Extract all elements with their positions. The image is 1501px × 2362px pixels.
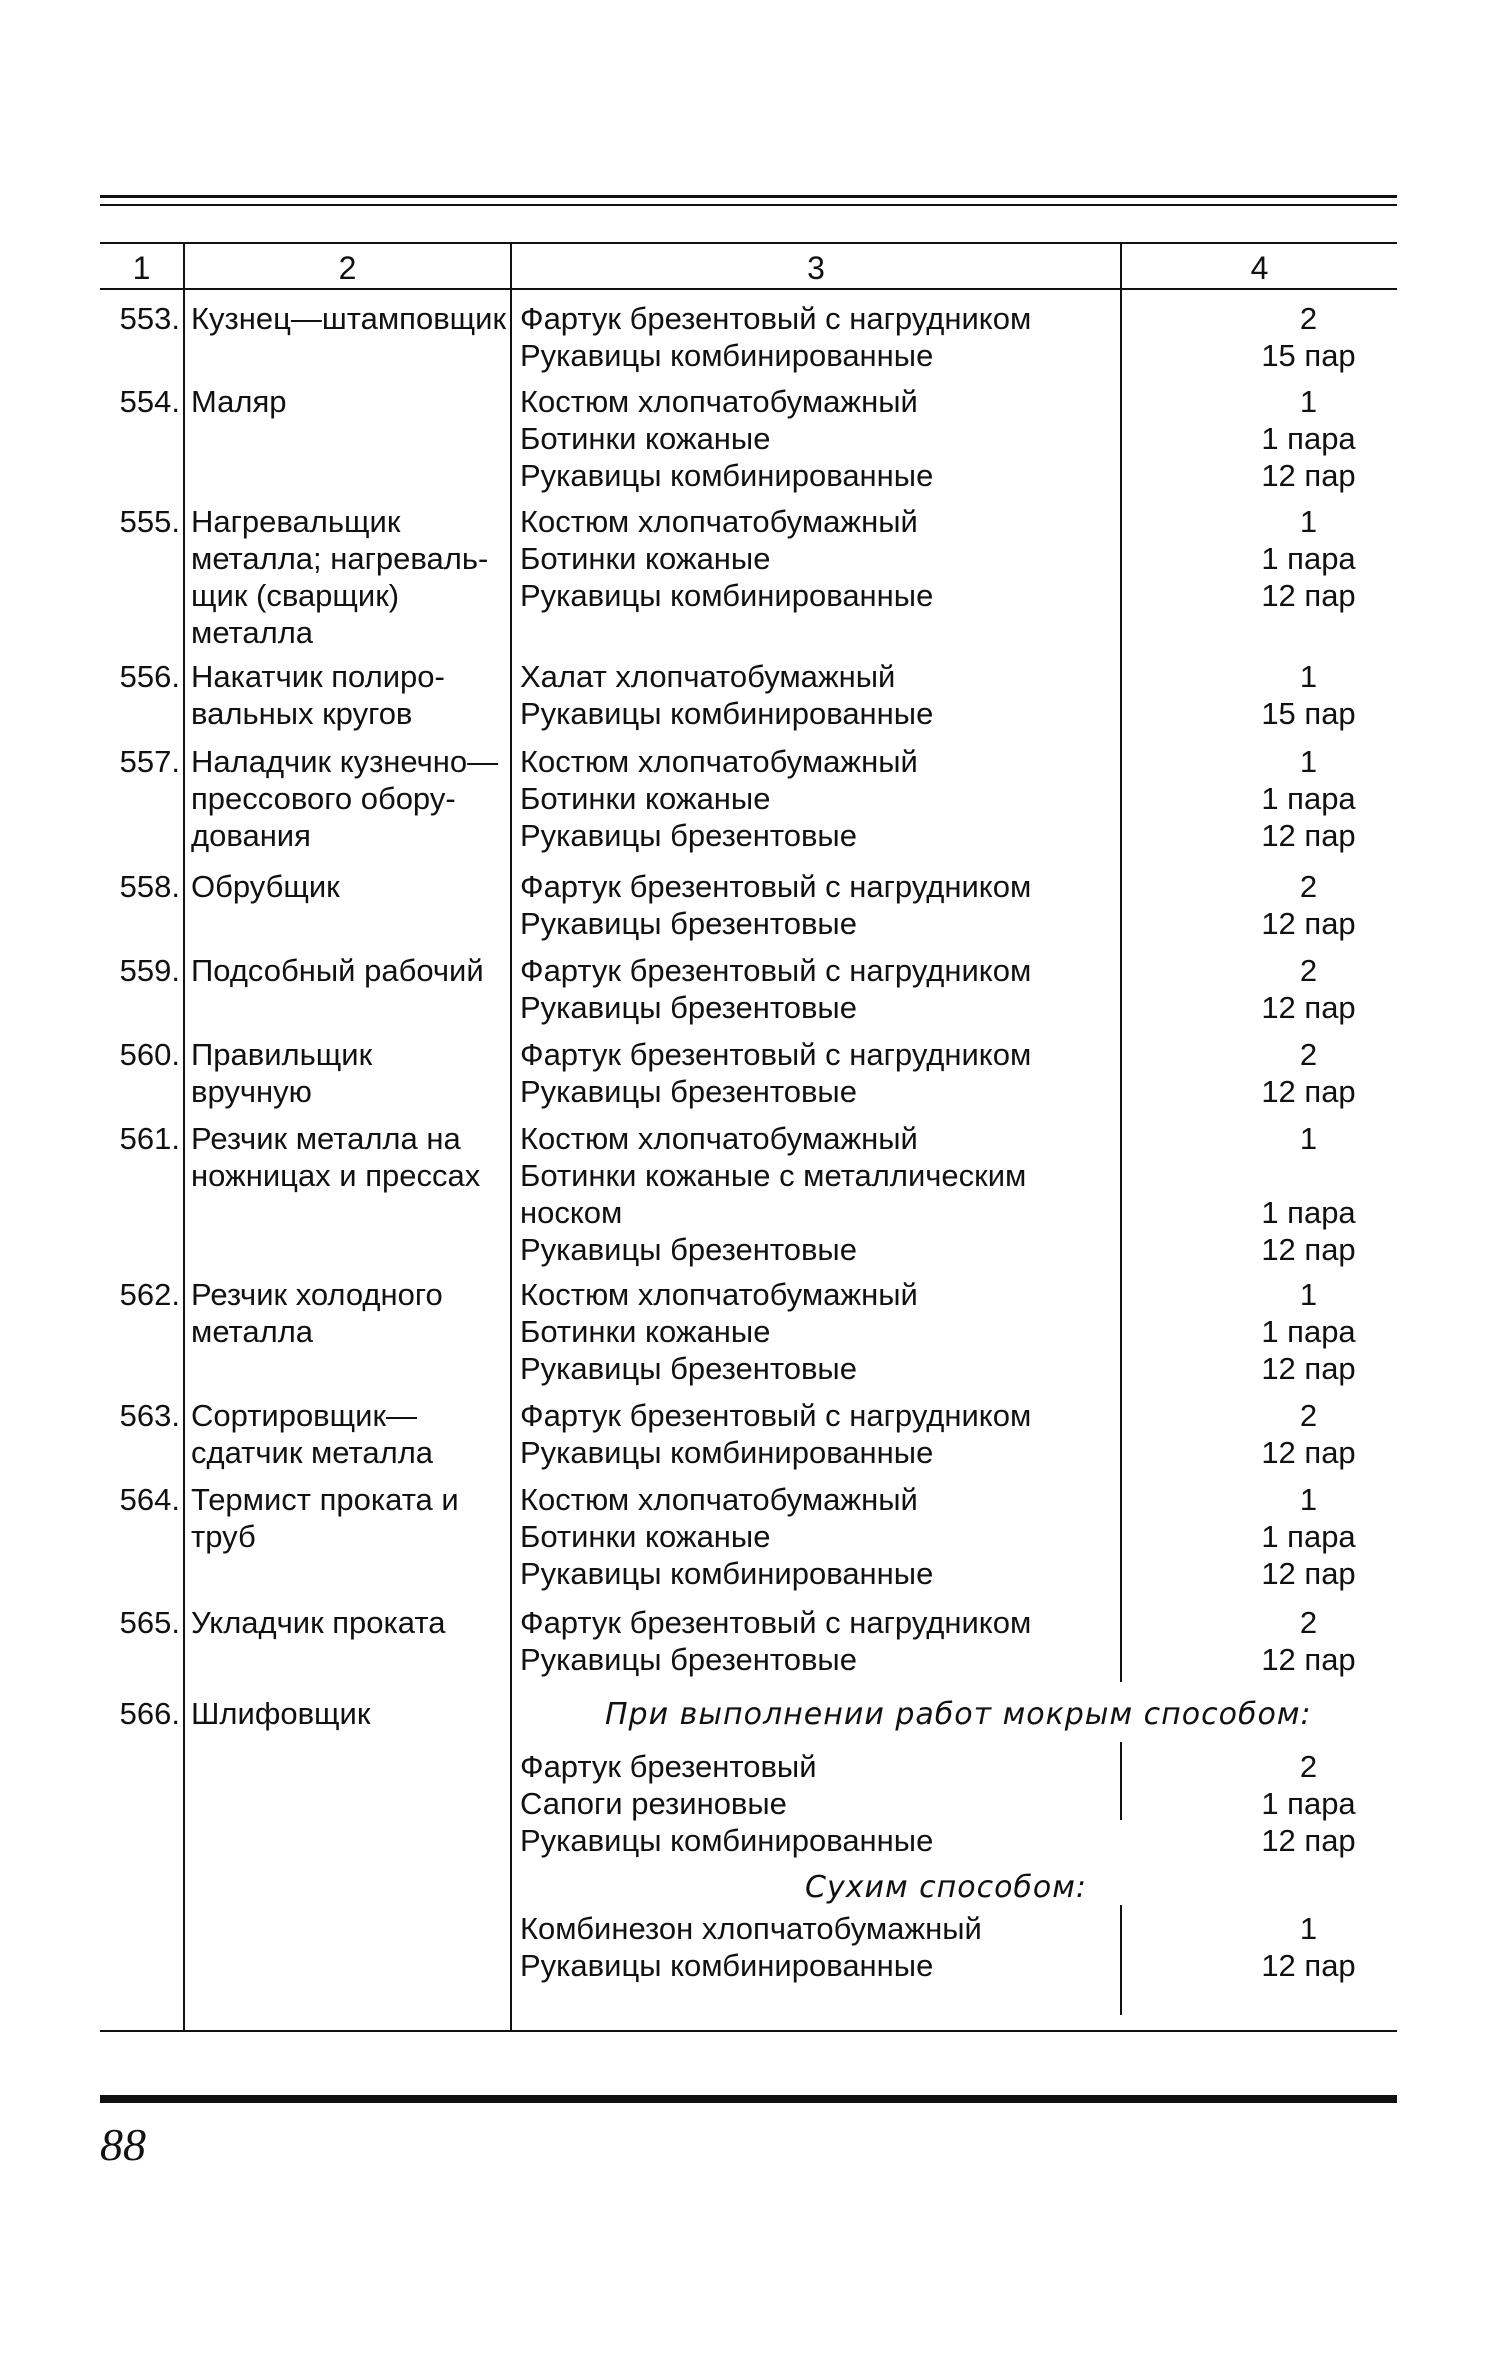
quantity-list bbox=[1220, 1120, 1397, 1268]
row-number: 562. bbox=[119, 1277, 180, 1312]
text-line: Подсобный рабочий bbox=[191, 953, 484, 988]
quantity-list bbox=[1220, 1910, 1397, 1984]
text-line: 1 bbox=[1299, 504, 1318, 539]
text-line: Ботинки кожаные bbox=[520, 781, 771, 816]
text-line: Рукавицы брезентовые bbox=[520, 1642, 857, 1677]
text-line: 1 bbox=[1299, 1482, 1318, 1517]
item-list bbox=[520, 1276, 1220, 1387]
text-line: дования bbox=[191, 818, 311, 853]
text-line: 2 bbox=[1299, 301, 1318, 336]
text-line: 1 пара bbox=[1261, 541, 1356, 576]
text-line: 12 пар bbox=[1261, 1642, 1356, 1677]
quantity-list bbox=[1220, 1481, 1397, 1592]
text-line: прессового обору- bbox=[191, 781, 456, 816]
text-line: Резчик металла на bbox=[191, 1121, 461, 1156]
text-line: Рукавицы брезентовые bbox=[520, 1351, 857, 1386]
text-line: ножницах и прессах bbox=[191, 1158, 481, 1193]
table-bottom-border bbox=[100, 2030, 1397, 2032]
text-line: 12 пар bbox=[1261, 578, 1356, 613]
text-line: Костюм хлопчатобумажный bbox=[520, 1121, 918, 1156]
quantity-list bbox=[1220, 743, 1397, 854]
item-list bbox=[520, 952, 1220, 1026]
text-line: Обрубщик bbox=[191, 869, 340, 904]
text-line: Ботинки кожаные bbox=[520, 541, 771, 576]
header-col-2: 2 bbox=[338, 250, 357, 286]
row-number: 557. bbox=[119, 744, 180, 779]
text-line: сдатчик металла bbox=[191, 1435, 434, 1470]
header-col-4: 4 bbox=[1250, 250, 1269, 286]
item-list bbox=[520, 1910, 1220, 1984]
text-line: 12 пар bbox=[1261, 1351, 1356, 1386]
text-line: Правильщик bbox=[191, 1037, 373, 1072]
text-line: 1 пара bbox=[1261, 1195, 1356, 1230]
text-line: Ботинки кожаные с металлическим bbox=[520, 1158, 1027, 1193]
row-number: 559. bbox=[119, 953, 180, 988]
row-number: 564. bbox=[119, 1482, 180, 1517]
text-line: Накатчик полиро- bbox=[191, 659, 445, 694]
item-list bbox=[520, 1604, 1220, 1678]
text-line: Костюм хлопчатобумажный bbox=[520, 1277, 918, 1312]
quantity-list bbox=[1220, 868, 1397, 942]
text-line: Рукавицы брезентовые bbox=[520, 1232, 857, 1267]
text-line: 15 пар bbox=[1261, 696, 1356, 731]
profession bbox=[191, 658, 511, 732]
item-list bbox=[520, 1397, 1220, 1471]
text-line: вальных кругов bbox=[191, 696, 413, 731]
item-list bbox=[520, 868, 1220, 942]
text-line: Костюм хлопчатобумажный bbox=[520, 504, 918, 539]
text-line: Фартук брезентовый с нагрудником bbox=[520, 1605, 1032, 1640]
text-line: 1 пара bbox=[1261, 781, 1356, 816]
text-line: Костюм хлопчатобумажный bbox=[520, 384, 918, 419]
row-number: 556. bbox=[119, 659, 180, 694]
text-line: металла bbox=[191, 1314, 314, 1349]
text-line: Сортировщик— bbox=[191, 1398, 418, 1433]
header-col-3: 3 bbox=[807, 250, 825, 286]
text-line: 12 пар bbox=[1261, 906, 1356, 941]
row-number: 563. bbox=[119, 1398, 180, 1433]
text-line: Сапоги резиновые bbox=[520, 1786, 787, 1821]
text-line: Укладчик проката bbox=[191, 1605, 446, 1640]
text-line: 1 пара bbox=[1261, 1786, 1356, 1821]
row-number: 561. bbox=[119, 1121, 180, 1156]
text-line: 1 bbox=[1299, 1121, 1318, 1156]
quantity-list bbox=[1220, 1604, 1397, 1678]
profession bbox=[191, 1036, 511, 1110]
item-list bbox=[520, 300, 1220, 374]
text-line: 12 пар bbox=[1261, 1823, 1356, 1858]
quantity-list bbox=[1220, 383, 1397, 494]
page-number: 88 bbox=[100, 2119, 146, 2170]
text-line: Фартук брезентовый с нагрудником bbox=[520, 1398, 1032, 1433]
text-line: 1 пара bbox=[1261, 421, 1356, 456]
quantity-list bbox=[1220, 658, 1397, 732]
item-list bbox=[520, 1481, 1220, 1592]
quantity-list bbox=[1220, 503, 1397, 614]
text-line: Рукавицы комбинированные bbox=[520, 1823, 934, 1858]
row-number: 553. bbox=[119, 301, 180, 336]
text-line: 1 bbox=[1299, 1911, 1318, 1946]
text-line: металла bbox=[191, 615, 314, 650]
profession bbox=[191, 503, 511, 651]
row-number: 555. bbox=[119, 504, 180, 539]
row-number: 566. bbox=[119, 1696, 180, 1731]
text-line: Костюм хлопчатобумажный bbox=[520, 1482, 918, 1517]
header-bottom-border bbox=[100, 288, 1397, 290]
item-list bbox=[520, 1120, 1220, 1268]
text-line: Халат хлопчатобумажный bbox=[520, 659, 896, 694]
item-list bbox=[520, 503, 1220, 614]
text-line: 1 bbox=[1299, 384, 1318, 419]
text-line: 12 пар bbox=[1261, 1435, 1356, 1470]
text-line: металла; нагреваль- bbox=[191, 541, 489, 576]
item-list bbox=[520, 383, 1220, 494]
item-list bbox=[520, 1748, 1220, 1859]
text-line: Рукавицы брезентовые bbox=[520, 818, 857, 853]
top-rule-thin bbox=[100, 204, 1397, 206]
quantity-list bbox=[1220, 1397, 1397, 1471]
text-line: Костюм хлопчатобумажный bbox=[520, 744, 918, 779]
text-line: 12 пар bbox=[1261, 990, 1356, 1025]
bottom-rule bbox=[100, 2095, 1397, 2103]
profession bbox=[191, 1276, 511, 1350]
text-line: 2 bbox=[1299, 953, 1318, 988]
text-line: Фартук брезентовый bbox=[520, 1749, 817, 1784]
profession bbox=[191, 1604, 511, 1641]
text-line: Рукавицы брезентовые bbox=[520, 1074, 857, 1109]
text-line: Кузнец—штамповщик bbox=[191, 301, 507, 336]
profession bbox=[191, 383, 511, 420]
quantity-list bbox=[1220, 1276, 1397, 1387]
text-line: Нагревальщик bbox=[191, 504, 401, 539]
text-line: Ботинки кожаные bbox=[520, 1314, 771, 1349]
text-line: 1 bbox=[1299, 659, 1318, 694]
text-line: 12 пар bbox=[1261, 458, 1356, 493]
row-number: 560. bbox=[119, 1037, 180, 1072]
text-line: щик (сварщик) bbox=[191, 578, 400, 613]
item-list bbox=[520, 1036, 1220, 1110]
text-line: 12 пар bbox=[1261, 1948, 1356, 1983]
text-line: Рукавицы комбинированные bbox=[520, 338, 934, 373]
text-line: Фартук брезентовый с нагрудником bbox=[520, 869, 1032, 904]
text-line: 12 пар bbox=[1261, 1556, 1356, 1591]
text-line: Рукавицы комбинированные bbox=[520, 578, 934, 613]
table-top-border bbox=[100, 242, 1397, 244]
text-line: 1 пара bbox=[1261, 1519, 1356, 1554]
text-line: Рукавицы комбинированные bbox=[520, 1556, 934, 1591]
text-line: 2 bbox=[1299, 1398, 1318, 1433]
text-line: 2 bbox=[1299, 1037, 1318, 1072]
profession bbox=[191, 1481, 511, 1555]
text-line: 12 пар bbox=[1261, 1074, 1356, 1109]
item-list bbox=[520, 658, 1220, 732]
row-number: 565. bbox=[119, 1605, 180, 1640]
text-line: 2 bbox=[1299, 1605, 1318, 1640]
text-line: носком bbox=[520, 1195, 623, 1230]
wet-method-note: При выполнении работ мокрым способом: bbox=[605, 1697, 1312, 1732]
text-line: Маляр bbox=[191, 384, 287, 419]
row-number: 558. bbox=[119, 869, 180, 904]
text-line: вручную bbox=[191, 1074, 312, 1109]
quantity-list bbox=[1220, 1036, 1397, 1110]
top-rule bbox=[100, 195, 1397, 198]
row-number: 554. bbox=[119, 384, 180, 419]
profession: Шлифовщик bbox=[191, 1696, 371, 1731]
profession bbox=[191, 1120, 511, 1194]
text-line: Фартук брезентовый с нагрудником bbox=[520, 301, 1032, 336]
text-line: 1 пара bbox=[1261, 1314, 1356, 1349]
profession bbox=[191, 743, 511, 854]
text-line: Рукавицы комбинированные bbox=[520, 696, 934, 731]
text-line: Рукавицы комбинированные bbox=[520, 458, 934, 493]
text-line: 1 bbox=[1299, 1277, 1318, 1312]
text-line: 2 bbox=[1299, 869, 1318, 904]
profession bbox=[191, 868, 511, 905]
text-line: Рукавицы комбинированные bbox=[520, 1948, 934, 1983]
text-line: 15 пар bbox=[1261, 338, 1356, 373]
text-line: Ботинки кожаные bbox=[520, 421, 771, 456]
dry-method-note: Сухим способом: bbox=[805, 1870, 1088, 1905]
text-line: Ботинки кожаные bbox=[520, 1519, 771, 1554]
profession bbox=[191, 952, 511, 989]
text-line: 12 пар bbox=[1261, 1232, 1356, 1267]
quantity-list bbox=[1220, 300, 1397, 374]
header-col-1: 1 bbox=[132, 250, 151, 286]
text-line: труб bbox=[191, 1519, 256, 1554]
item-list bbox=[520, 743, 1220, 854]
profession bbox=[191, 300, 511, 337]
text-line: Рукавицы брезентовые bbox=[520, 906, 857, 941]
text-line: 12 пар bbox=[1261, 818, 1356, 853]
text-line: 1 bbox=[1299, 744, 1318, 779]
text-line: Фартук брезентовый с нагрудником bbox=[520, 1037, 1032, 1072]
quantity-list bbox=[1220, 952, 1397, 1026]
text-line: Комбинезон хлопчатобумажный bbox=[520, 1911, 982, 1946]
col-divider-1 bbox=[183, 242, 185, 2032]
profession bbox=[191, 1397, 511, 1471]
quantity-list bbox=[1220, 1748, 1397, 1859]
text-line: Рукавицы комбинированные bbox=[520, 1435, 934, 1470]
text-line: Фартук брезентовый с нагрудником bbox=[520, 953, 1032, 988]
text-line: Резчик холодного bbox=[191, 1277, 443, 1312]
text-line bbox=[1220, 1157, 1397, 1194]
text-line: 2 bbox=[1299, 1749, 1318, 1784]
text-line: Термист проката и bbox=[191, 1482, 459, 1517]
text-line: Рукавицы брезентовые bbox=[520, 990, 857, 1025]
text-line: Наладчик кузнечно— bbox=[191, 744, 499, 779]
